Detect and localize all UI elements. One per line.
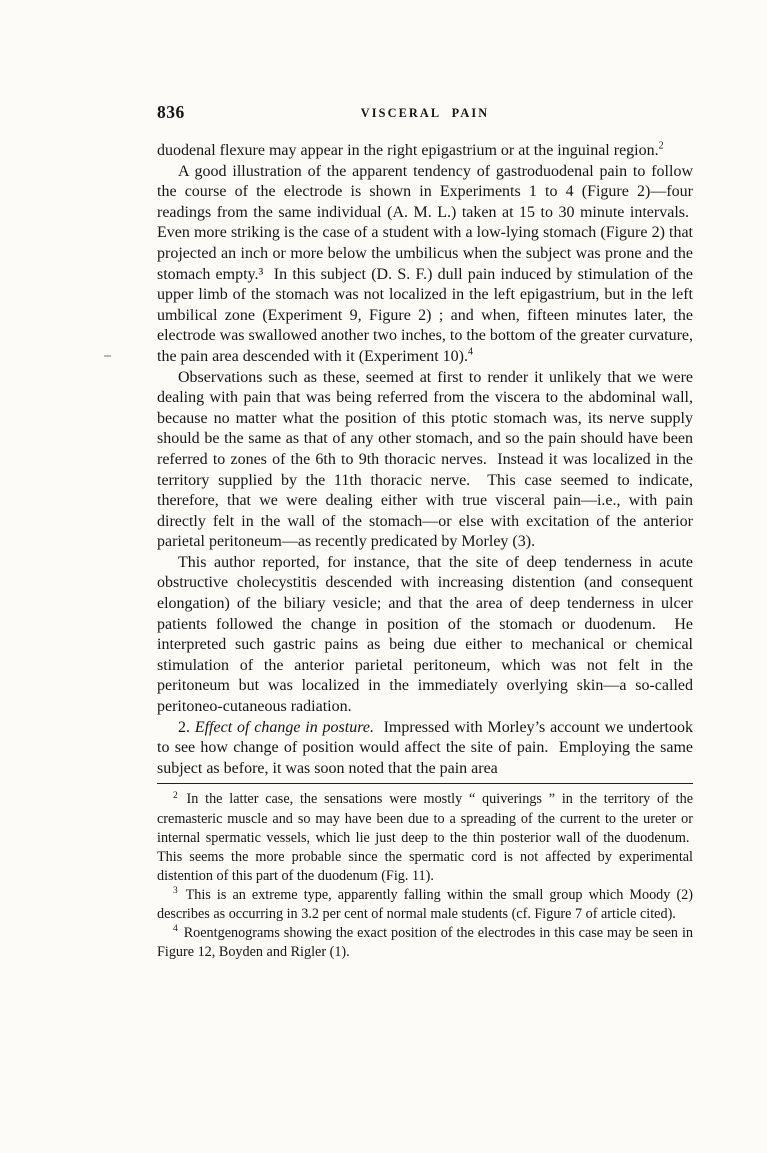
footnote-text: In the latter case, the sensations were mostly “ quiverings ” in the territory of the cremasteric muscle and so may have been due to a spreading of the current to the ureter or internal spermatic vessels, which lie just deep to the thin posterior wall of the duodenum. This seems the more probable since the spermatic cord is not affected by experimental distention of this part of the duodenum (Fig. 11).: [157, 791, 693, 884]
running-title: VISCERAL PAIN: [360, 106, 490, 120]
footnote-ref-4: 4: [468, 346, 473, 358]
paragraph-observations: Observations such as these, seemed at first to render it unlikely that we were dealing with pain that was being referred from the viscera to the abdominal wall, because no matter what the position of this ptotic stomach was, its nerve supply should be the same as that of any other stomach, and so the pain should have been referred to zones of the 6th to 9th thoracic nerves. Instead it was localized in the territory supplied by the 11th thoracic nerve. This case seemed to indicate, therefore, that we were dealing either with true visceral pain—i.e., with pain directly felt in the wall of the stomach—or else with excitation of the anterior parietal peritoneum—as recently predicated by Morley (3).: [157, 368, 693, 551]
footnote-marker-2: 2: [173, 790, 178, 801]
section-title-italic: Effect of change in posture.: [194, 718, 374, 736]
page-number: 836: [157, 102, 185, 122]
paragraph-text: duodenal flexure may appear in the right epigastrium or at the inguinal region.: [157, 142, 659, 159]
footnote-marker-3: 3: [173, 886, 178, 897]
footnotes-section: [157, 790, 693, 962]
footnote-4: [157, 924, 693, 962]
scan-artifact: [104, 355, 111, 357]
footnote-divider: [157, 783, 693, 784]
section-number: 2.: [178, 718, 195, 736]
footnote-marker-4: 4: [173, 924, 178, 935]
text-block: [157, 102, 693, 962]
paragraph-morley: This author reported, for instance, that the site of deep tenderness in acute obstructive cholecystitis descended with increasing distention (and consequent elongation) of the biliary vesicle; and that the area of deep tenderness in ulcer patients followed the change in position of the stomach or duodenum. He interpreted such gastric pains as being due either to mechanical or chemical stimulation of the anterior parietal peritoneum, which was not felt in the peritoneum but was localized in the immediately overlying skin—a so-called peritoneo-cutaneous radiation.: [157, 553, 693, 716]
paragraph-continuation: [157, 141, 693, 162]
footnote-text: This is an extreme type, apparently falling within the small group which Moody (2) describes as occurring in 3.2 per cent of normal male students (cf. Figure 7 of article cited).: [157, 886, 693, 922]
body-text: [157, 141, 693, 779]
paragraph-posture: [157, 718, 693, 780]
footnote-text: Roentgenograms showing the exact position of the electrodes in this case may be seen in Figure 12, Boyden and Rigler (1).: [157, 925, 693, 961]
footnote-3: [157, 886, 693, 924]
paragraph-text: Impressed with Morley’s account we undertook to see how change of position would affect the site of pain. Employing the same subject as before, it was soon noted that the pain area: [157, 718, 693, 777]
paragraph-text: A good illustration of the apparent tendency of gastroduodenal pain to follow the course of the electrode is shown in Experiments 1 to 4 (Figure 2)—four readings from the same individual (A. M. L.) taken at 15 to 30 minute intervals. Even more striking is the case of a student with a low-lying stomach (Figure 2) that projected an inch or more below the umbilicus when the subject was prone and the stomach empty.³ In this subject (D. S. F.) dull pain induced by stimulation of the upper limb of the stomach was not localized in the left epigastrium, but in the left umbilical zone (Experiment 9, Figure 2) ; and when, fifteen minutes later, the electrode was swallowed another two inches, to the bottom of the greater curvature, the pain area descended with it (Experiment 10).: [157, 162, 693, 365]
footnote-2: [157, 790, 693, 885]
footnote-ref-2: 2: [658, 140, 664, 152]
paragraph-experiments: [157, 162, 693, 368]
page-header: [157, 102, 693, 123]
